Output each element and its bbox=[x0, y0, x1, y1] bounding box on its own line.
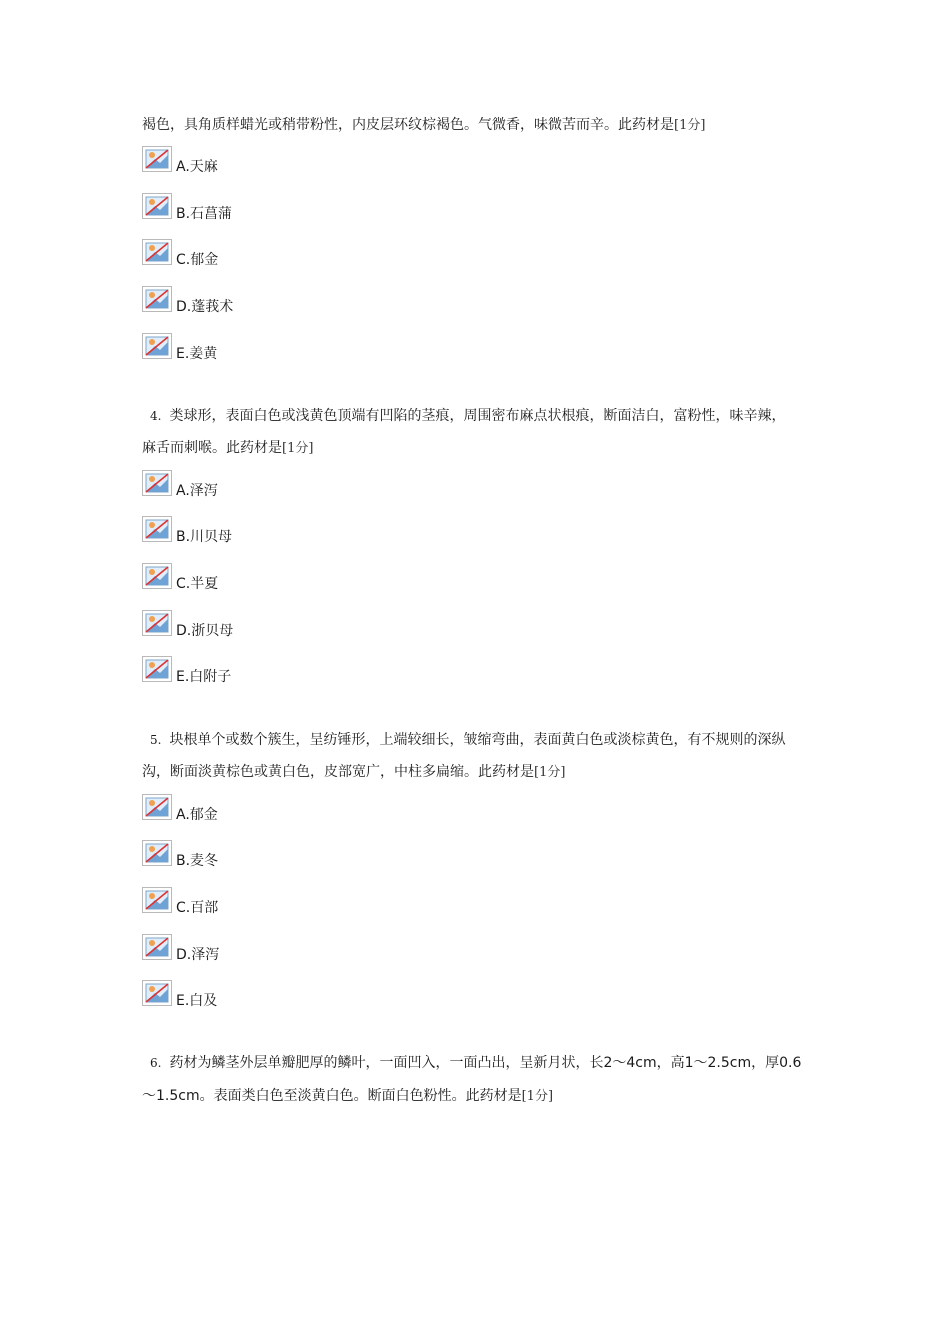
q5-line1: 块根单个或数个簇生，呈纺锤形，上端较细长，皱缩弯曲，表面黄白色或淡棕黄色，有不规则的深纵 bbox=[169, 732, 786, 748]
broken-image-icon bbox=[142, 656, 172, 682]
option-label: D.浙贝母 bbox=[176, 623, 234, 639]
q6-line2: ～1.5cm。表面类白色至淡黄白色。断面白色粉性。此药材是 bbox=[142, 1088, 522, 1104]
q5-number: 5. bbox=[150, 733, 162, 747]
broken-image-icon bbox=[142, 887, 172, 913]
q3-score: [1分] bbox=[674, 118, 706, 133]
q6-text-line-1 bbox=[150, 1053, 801, 1073]
broken-image-icon bbox=[142, 470, 172, 496]
broken-image-icon bbox=[142, 563, 172, 589]
q6-number: 6. bbox=[150, 1056, 162, 1070]
broken-image-icon bbox=[142, 239, 172, 265]
q5-text-line-2 bbox=[142, 762, 565, 783]
option-label: C.郁金 bbox=[176, 252, 219, 268]
option-label: E.白附子 bbox=[176, 669, 232, 685]
broken-image-icon bbox=[142, 333, 172, 359]
broken-image-icon bbox=[142, 840, 172, 866]
option-label: C.百部 bbox=[176, 900, 219, 916]
broken-image-icon bbox=[142, 146, 172, 172]
q3-tail-text: 褐色，具角质样蜡光或稍带粉性，内皮层环纹棕褐色。气微香，味微苦而辛。此药材是 bbox=[142, 117, 674, 133]
q5-line2: 沟，断面淡黄棕色或黄白色，皮部宽广，中柱多扁缩。此药材是 bbox=[142, 764, 534, 780]
option-label: B.麦冬 bbox=[176, 853, 219, 869]
broken-image-icon bbox=[142, 934, 172, 960]
option-label: E.白及 bbox=[176, 993, 218, 1009]
broken-image-icon bbox=[142, 794, 172, 820]
q6-score: [1分] bbox=[521, 1089, 554, 1104]
option-label: A.泽泻 bbox=[176, 483, 218, 499]
q5-score: [1分] bbox=[534, 765, 566, 780]
q4-text-line-1 bbox=[150, 406, 785, 426]
q4-score: [1分] bbox=[282, 441, 314, 456]
option-label: A.天麻 bbox=[176, 159, 218, 175]
broken-image-icon bbox=[142, 980, 172, 1006]
broken-image-icon bbox=[142, 516, 172, 542]
q6-line1: 药材为鳞茎外层单瓣肥厚的鳞叶，一面凹入，一面凸出，呈新月状，长2～4cm，高1～2.5cm，厚0.6 bbox=[169, 1055, 802, 1071]
option-label: D.蓬莪术 bbox=[176, 299, 234, 315]
q6-text-line-2 bbox=[142, 1086, 553, 1107]
option-label: B.石菖蒲 bbox=[176, 206, 233, 222]
option-label: C.半夏 bbox=[176, 576, 219, 592]
option-label: D.泽泻 bbox=[176, 947, 220, 963]
q4-line2: 麻舌而刺喉。此药材是 bbox=[142, 440, 282, 456]
broken-image-icon bbox=[142, 193, 172, 219]
broken-image-icon bbox=[142, 610, 172, 636]
q5-text-line-1 bbox=[150, 730, 785, 750]
q4-line1: 类球形，表面白色或浅黄色顶端有凹陷的茎痕，周围密布麻点状根痕，断面洁白，富粉性，味辛辣， bbox=[169, 408, 786, 424]
option-label: E.姜黄 bbox=[176, 346, 218, 362]
q4-text-line-2 bbox=[142, 438, 313, 459]
q4-number: 4. bbox=[150, 409, 162, 423]
option-label: A.郁金 bbox=[176, 807, 218, 823]
broken-image-icon bbox=[142, 286, 172, 312]
q3-text-line bbox=[142, 115, 705, 136]
option-label: B.川贝母 bbox=[176, 529, 233, 545]
